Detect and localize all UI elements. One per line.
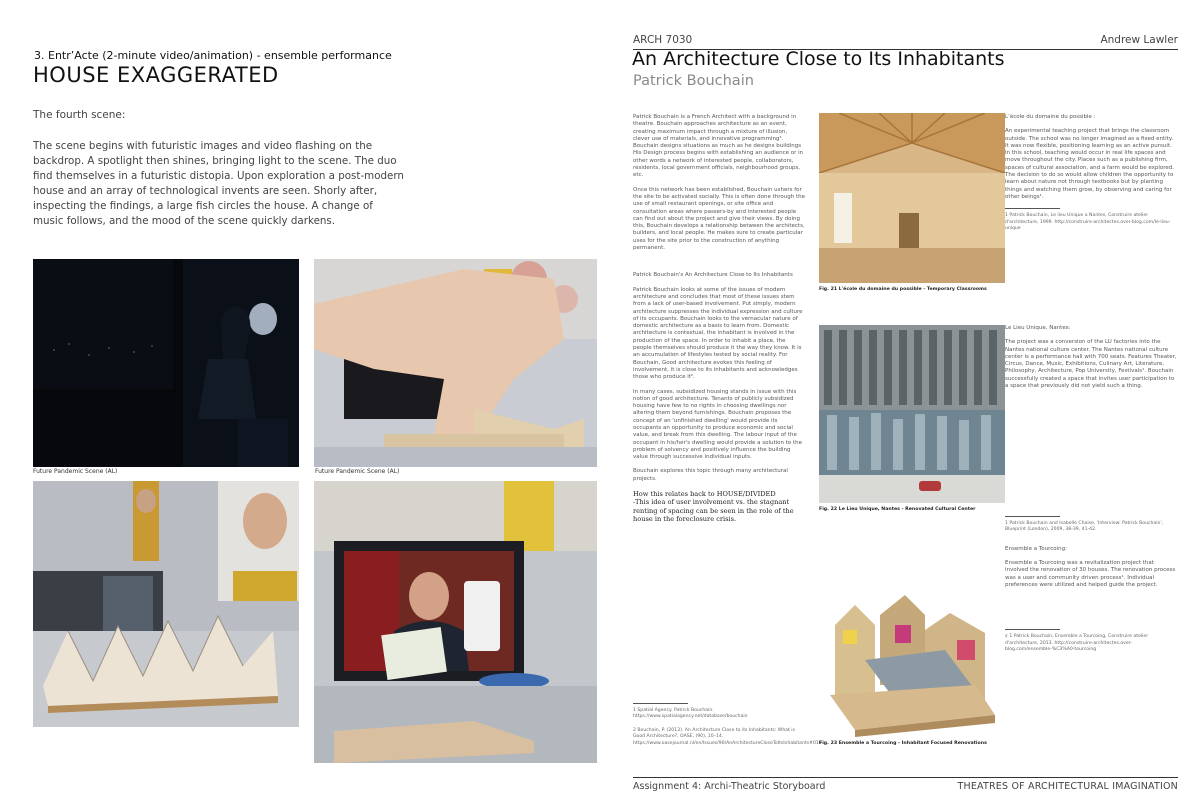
page-title: HOUSE EXAGGERATED	[33, 63, 279, 87]
paragraph: Patrick Bouchain looks at some of the issues of modern architecture and concludes that most of these issues stem from a lack of user-based involvement. Put simply, modern architecture suppresses the individual expression and culture of its occupants. Bouchain looks to the vernacular nature of domestic architecture as a basis to learn from. Domestic architecture is contextual, the inhabitant is involved in the production of the space. In order to inhabit a place, the people themselves should produce it the way they know. It is an accumulation of lifestyles tested by social reality. For Bouchain, Good architecture evokes this feeling of involvement, it is close to its inhabitants and acknowledges those who produce it².	[633, 286, 803, 381]
paragraph: In many cases, subsidized housing stands in issue with this notion of good architecture. Tenants of publicly subsidized housing have few to no rights in choosing dwellings nor altering them beyond furnishings. Bouchain proposes the concept of an 'unfinished dwelling' would provide its occupants an opportunity to produce economic and social value, and break from this dwelling. The labour input of the occupant in his/her's dwelling would provide a solution to the problem of solvency and positively influence the building value through successive individual inputs.	[633, 388, 803, 461]
footnote-rule	[1005, 516, 1060, 517]
article-column-3-bottom	[1005, 516, 1177, 661]
article-column-1	[633, 114, 805, 531]
storyboard-photo-hand	[314, 259, 597, 467]
footnote: 1 Spatial Agency. Patrick Bouchain. https://www.spatialagency.net/database/bouchain	[633, 708, 748, 720]
paragraph: An experimental teaching project that brings the classroom outside. The school was no longer imagined as a fixed entity. It was now flexible, positioning learning as an active pursuit. In this school, teaching would occur in real life spaces and move throughout the city. Places such as a publishing firm, spaces of cultural association, and a farm would be explored. The decision to do so would allow children the opportunity to learn about nature not through textbooks but by planting things and watching them grow, by observing and caring for other beings¹.	[1005, 128, 1175, 200]
footer-assignment: Assignment 4: Archi-Theatric Storyboard	[633, 781, 826, 792]
footer-rule	[633, 777, 1178, 778]
footnote-rule	[1005, 629, 1060, 630]
paragraph: The project was a conversion of the LU factories into the Nantes national culture center. The Nantes national culture center is a performance hall with 700 seats. Features Theater, Circus, Dance, Music, Exhibitions, Culinary Art, Literature, Philosophy, Architecture, Pop University, Festivals¹. Bouchain successfully created a space that invites user participation to a space that previously did not yield such a thing.	[1005, 339, 1177, 390]
photo-caption-2: Future Pandemic Scene (AL)	[315, 468, 400, 475]
scene-description: The scene begins with futuristic images and video flashing on the backdrop. A spotlight then shines, bringing light to the scene. The duo find themselves in a futuristic distopia. Upon exploration a post-modern house and an array of technological invents are seen. Shorly after, inspecting the findings, a large fish circles the house. A change of music follows, and the mood of the scene quickly darkens.	[33, 140, 404, 227]
article-subtitle: Patrick Bouchain	[633, 73, 754, 89]
right-page	[600, 0, 1200, 800]
section-subhead: 3. Entr’Acte (2-minute video/animation) - ensemble performance	[34, 49, 392, 62]
footnote: 1 Patrick Bouchain, Le lieu Unique a Nantes, Construire atelier d'architecture, 1999. http://construire-architectes.over-blog.com/le-lieu-unique	[1005, 213, 1171, 232]
figure-21-caption: Fig. 21 L'école du domaine du possible - Temporary Classrooms	[819, 287, 987, 292]
figure-23-caption: Fig. 23 Ensemble a Tourcoing - Inhabitant Focused Renovations	[819, 741, 987, 746]
relation-note: How this relates back to HOUSE/DIVIDED -This idea of user involvement vs. the stagnant renting of spacing can be seen in the role of the house in the foreclosure crisis.	[633, 490, 794, 524]
storyboard-photo-dark-scene	[33, 259, 299, 467]
author-name: Andrew Lawler	[1100, 34, 1178, 46]
footnote: ¢ 1 Patrick Bouchain, Ensemble a Tourcoing, Construire atelier d'architecture, 2013. http://construire-architectes.over-blog.com/ensemble-%C3%A0-tourcoing	[1005, 634, 1149, 653]
section-heading: Le Lieu Unique, Nantes:	[1005, 325, 1071, 331]
article-column-3-middle	[1005, 325, 1177, 397]
figure-22-caption: Fig. 22 Le Lieu Unique, Nantes - Renovated Cultural Center	[819, 507, 976, 512]
figure-21-image	[819, 113, 1005, 283]
storyboard-photo-television	[314, 481, 597, 763]
scene-label: The fourth scene:	[33, 109, 126, 121]
course-code: ARCH 7030	[633, 34, 693, 46]
section-heading: L’école du domaine du possible :	[1005, 114, 1096, 120]
storyboard-photo-model	[33, 481, 299, 727]
footer-course-title: THEATRES OF ARCHITECTURAL IMAGINATION	[957, 781, 1178, 792]
footnote-rule	[1005, 208, 1060, 209]
figure-22-image	[819, 325, 1005, 503]
column-1-footnotes	[633, 703, 822, 754]
paragraph: Patrick Bouchain is a French Architect with a background in theatre. Bouchain approaches architecture as an event, creating maximum impact through a mixture of illusion, clever use of materials, and innovative programming¹. Bouchain designs situations as much as he designs buildings His Design process begins with establishing an audience or in other words a network of interested people, collaborators, residents, local government officials, neighbourhood groups, etc.	[633, 114, 804, 179]
article-column-3-top	[1005, 114, 1177, 239]
footnote-rule	[633, 703, 688, 704]
section-heading: Patrick Bouchain's An Architecture Close to Its Inhabitants	[633, 272, 793, 279]
article-title: An Architecture Close to Its Inhabitants	[632, 48, 1005, 70]
figure-23-image	[825, 585, 1003, 737]
paragraph: Bouchain explores this topic through many architectural projects.	[633, 468, 788, 482]
paragraph: Once this network has been established, Bouchain ushers for the site to be activated socially. This is often done through the use of small restaurant openings, or site office and consultation areas where passers-by and interested people can find out about the project and give their views. By doing this, Bouchain develops a relationship between the architects, builders, and local people. He makes sure to create particular uses for the site prior to the construction of anything permanent.	[633, 186, 805, 252]
photo-caption-1: Future Pandemic Scene (AL)	[33, 468, 118, 475]
section-heading: Ensemble a Tourcoing:	[1005, 545, 1068, 552]
paragraph: Ensemble a Tourcoing was a revitalization project that involved the renovation of 30 houses. The renovation process was a user and community driven process¹. Individual preferences were utilized and helped guide the project.	[1005, 560, 1176, 588]
footnote: 1 Patrick Bouchain and Isabelle Chaise, 'Interview: Patrick Bouchain', Blueprint (London), 2009, 38-39, 41-42.	[1005, 521, 1164, 533]
footnote: 2 Bouchain, P. (2013). An Architecture Close to its Inhabitants: What is Good Architecture?, OASE, (90), 10–14. https://www.oasejournal.nl/en/Issues/90/AnArchitectureCloseToItsInhabitants#010	[633, 727, 822, 746]
